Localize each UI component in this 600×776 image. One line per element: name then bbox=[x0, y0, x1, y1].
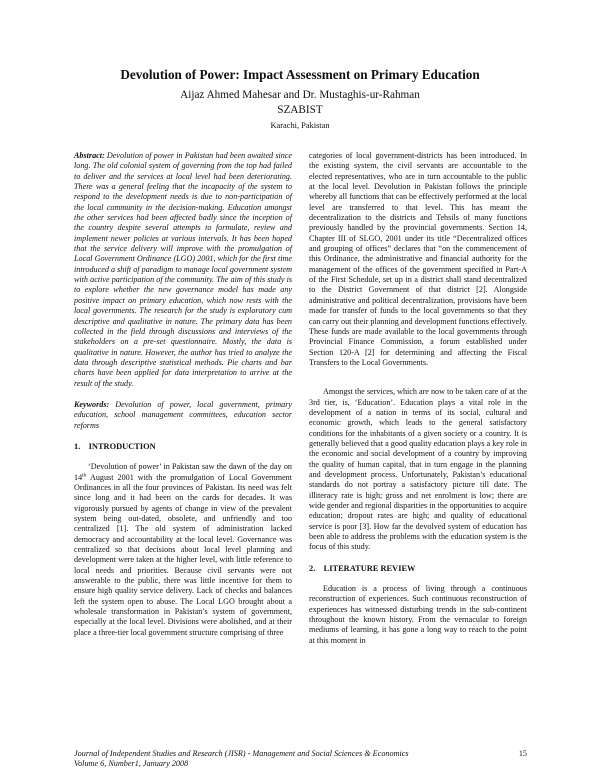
abstract-label: Abstract: bbox=[74, 151, 105, 160]
left-column bbox=[74, 151, 292, 638]
intro-text-b: August 2001 with the promulgation of Local Government Ordinances in all the four provinces of Pakistan. Its need was felt since long and it had been on the cards for decades. It was vigorously pursued by agents of change in view of the prevalent system being out-dated, obsolete, and unfriendly and too centralized [1]. The old system of administration lacked democracy and accountability at the local level. Governance was centralized so that decisions about local level planning and development were taken at the higher level, with little reference to local needs and priorities. Because civil servants were not answerable to the public, there was little incentive for them to ensure high quality service delivery. Lack of checks and balances left the system open to abuse. The Local LGO brought about a wholesale transformation in Pakistan’s system of government, especially at the local level. Divisions were abolished, and at their place a three-tier local government structure comprising of three bbox=[74, 472, 292, 637]
paper-authors: Aijaz Ahmed Mahesar and Dr. Mustaghis-ur-Rahman bbox=[180, 89, 420, 101]
right-paragraph-3: Education is a process of living through a continuous reconstruction of experiences. Such continuous reconstruction of experiences has witnessed disturbing trends in the sub-continent throughout the known history. From the vernacular to foreign mediums of learning, it has gone a long way to reach to the point at this moment in bbox=[309, 584, 527, 645]
paper-title: Devolution of Power: Impact Assessment on Primary Education bbox=[120, 67, 480, 82]
intro-text-a: ‘Devolution of power’ in Pakistan saw the dawn of the day on 14 bbox=[74, 462, 292, 482]
right-paragraph-1: categories of local government-districts has been introduced. In the existing system, the civil servants are accountable to the elected representatives, who are in turn accountable to the public at the local level. Devolution in Pakistan follows the principle whereby all functions that can be effectively performed at the local level are transferred to that level. This has meant the decentralization to the districts and Tehsils of many functions previously handled by the provincial governments. Section 14, Chapter III of SLGO, 2001 under its title “Decentralized offices and grouping of offices” declares that “on the commencement of this Ordinance, the administrative and financial authority for the management of the offices of the government specified in Part-A of the First Schedule, set up in a district shall stand decentralized to the District Government of that district [2]. Alongside administrative and political decentralization, provisions have been made for transfer of funds to the local governments so that they can carry out their planning and development functions effectively. These funds are made available to the local governments through Provincial Finance Commission, a forum established under Section 120-A [2] for determining and affecting the Fiscal Transfers to the Local Governments. bbox=[309, 151, 527, 367]
keywords bbox=[74, 400, 292, 431]
right-column bbox=[309, 151, 527, 646]
right-paragraph-2: Amongst the services, which are now to be taken care of at the 3rd tier, is, ‘Education’. Education plays a vital role in the development of a nation in terms of its social, cultural and economic growth, which leads to the general satisfactory conditions for the inhabitants of a given society or a country. It is generally believed that a good quality education plays a key role in the economic and social development of a country by improving the quality of human capital, that in turn engage in the planning and development process. Unfortunately, Pakistan’s educational standards do not portray a satisfactory picture till date. The illiteracy rate is high; gross and net enrolment is low; there are wide gender and regional disparities in the opportunities to acquire education; dropout rates are high; and quality of educational service is poor [3]. How far the devolved system of education has been able to address the problems with the education system is the focus of this study. bbox=[309, 387, 527, 552]
footer-journal: Journal of Independent Studies and Research (JISR) - Management and Social Sciences & Economics bbox=[74, 749, 409, 758]
keywords-label: Keywords: bbox=[74, 399, 110, 409]
introduction-paragraph bbox=[74, 462, 292, 638]
abstract-text: Devolution of power in Pakistan had been awaited since long. The old colonial system of governing from the top had failed to deliver and the services at local level had been deteriorating. There was a general feeling that the incapacity of the system to respond to the development needs is due to non-participation of the local community in the decision-making. Education amongst the other services had been affected badly since the inception of the country despite several attempts to formulate, review and implement newer policies at various intervals. It has been hoped that the service delivery will improve with the promulgation of Local Government Ordinance (LGO) 2001, which for the first time introduced a shift of paradigm to manage local government system with active participation of the community. The aim of this study is to explore whether the new governance model has made any positive impact on primary education, which now rests with the local governments. The research for the study is exploratory cum descriptive and qualitative in nature. The primary data has been collected in the field through discussions and interviews of the stakeholders on a pre-set questionnaire. Mostly, the data is qualitative in nature. However, the author has tried to analyze the data through descriptive statistical methods. Pie charts and bar charts have been applied for data interpretation to arrive at the result of the study. bbox=[74, 151, 293, 388]
page-footer bbox=[74, 749, 527, 769]
section-heading-introduction: 1. INTRODUCTION bbox=[74, 441, 156, 451]
section-heading-literature-review: 2. LITERATURE REVIEW bbox=[309, 563, 416, 573]
paper-location: Karachi, Pakistan bbox=[270, 121, 330, 130]
intro-superscript: th bbox=[82, 471, 87, 478]
abstract bbox=[74, 151, 292, 389]
paper-institution: SZABIST bbox=[277, 104, 323, 116]
footer-volume: Volume 6, Number1, January 2008 bbox=[74, 759, 189, 768]
page-number: 15 bbox=[518, 749, 527, 758]
keywords-text: Devolution of power, local government, primary education, school management committees, education sector reforms bbox=[74, 399, 292, 430]
